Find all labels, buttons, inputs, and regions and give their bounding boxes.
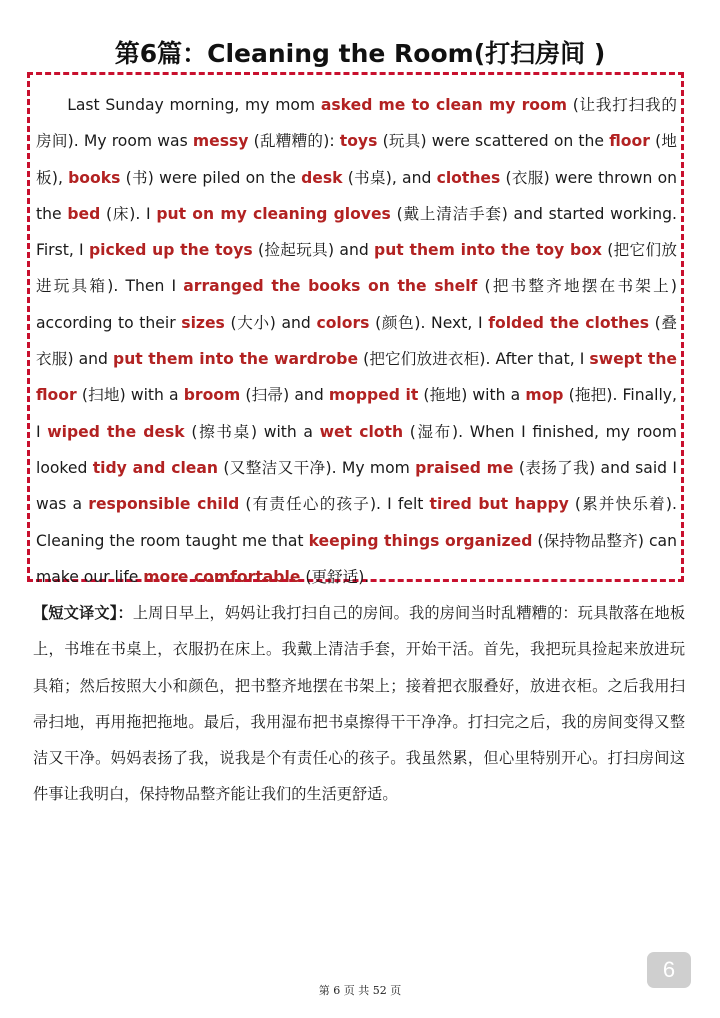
story-text-segment: (又整洁又干净). My mom: [218, 458, 416, 477]
highlighted-phrase: colors: [316, 313, 370, 332]
translation-label: 【短文译文】：: [33, 604, 133, 622]
translation-text: 上周日早上，妈妈让我打扫自己的房间。我的房间当时乱糟糟的：玩具散落在地板上，书堆在书桌上，衣服扔在床上。我戴上清洁手套，开始干活。首先，我把玩具捡起来放进玩具箱；然后按照大小和颜色，把书整齐地摆在书架上；接着把衣服叠好，放进衣柜。之后我用扫帚扫地，再用拖把拖地。最后，我用湿布把书桌擦得干干净净。打扫完之后，我的房间变得又整洁又干净。妈妈表扬了我，说我是个有责任心的孩子。我虽然累，但心里特别开心。打扫房间这件事让我明白，保持物品整齐能让我们的生活更舒适。: [33, 604, 686, 804]
highlighted-phrase: put them into the toy box: [374, 241, 602, 260]
highlighted-phrase: messy: [192, 132, 249, 151]
highlighted-phrase: folded the clothes: [488, 313, 649, 332]
story-text-segment: (拖把). Finally, I: [36, 386, 677, 441]
page-title: 第6篇：Cleaning the Room(打扫房间 ): [114, 39, 606, 68]
story-text-segment: (戴上清洁手套) and started working. First, I: [36, 204, 677, 260]
highlighted-phrase: wiped the desk: [47, 422, 185, 441]
story-paragraph: [36, 87, 677, 595]
highlighted-phrase: tidy and clean: [92, 458, 218, 477]
highlighted-phrase: clothes: [436, 168, 501, 187]
story-text-segment: (书) were piled on the: [120, 168, 302, 187]
story-text-segment: (有责任心的孩子). I felt: [239, 495, 430, 514]
story-text-segment: (把书整齐地摆在书架上) according to their: [36, 277, 677, 332]
story-text-segment: (衣服) were thrown on the: [36, 168, 678, 223]
story-text-segment: (扫帚) and: [240, 386, 329, 405]
story-text-segment: (大小) and: [224, 313, 317, 332]
highlighted-phrase: responsible child: [88, 495, 240, 514]
story-text-segment: (玩具) were scattered on the: [377, 132, 610, 151]
story-text-segment: (地板),: [36, 132, 677, 187]
highlighted-phrase: more comfortable: [143, 567, 301, 586]
story-text-segment: (让我打扫我的房间). My room was: [36, 96, 677, 151]
highlighted-phrase: put on my cleaning gloves: [156, 204, 391, 223]
highlighted-phrase: books: [68, 168, 121, 187]
story-text-segment: (捡起玩具) and: [252, 241, 375, 260]
highlighted-phrase: picked up the toys: [88, 241, 253, 260]
story-text-segment: (更舒适).: [300, 567, 370, 586]
highlighted-phrase: desk: [301, 168, 343, 187]
highlighted-phrase: wet cloth: [319, 422, 404, 441]
story-text-segment: (湿布). When I finished, my room looked: [36, 422, 677, 477]
story-box: [27, 72, 684, 586]
highlighted-phrase: toys: [339, 132, 378, 151]
story-text-segment: (表扬了我) and said I was a: [36, 458, 677, 514]
highlighted-phrase: arranged the books on the shelf: [183, 277, 478, 296]
highlighted-phrase: keeping things organized: [308, 531, 533, 550]
highlighted-phrase: put them into the wardrobe: [113, 350, 359, 369]
story-text-segment: (扫地) with a: [76, 386, 184, 405]
highlighted-phrase: asked me to clean my room: [320, 96, 567, 114]
story-text-segment: (把它们放进衣柜). After that, I: [358, 350, 590, 369]
story-text-segment: (乱糟糟的):: [248, 132, 340, 151]
highlighted-phrase: sizes: [181, 313, 225, 332]
highlighted-phrase: floor: [609, 132, 650, 151]
story-text-segment: (保持物品整齐) can make our life: [36, 531, 677, 586]
page-footer: 第 6 页 共 52 页: [318, 984, 402, 997]
story-text-segment: (叠衣服) and: [36, 313, 677, 369]
translation-paragraph: [33, 595, 685, 813]
highlighted-phrase: bed: [67, 204, 101, 223]
highlighted-phrase: tired but happy: [429, 495, 569, 514]
story-text-segment: (拖地) with a: [418, 386, 526, 405]
story-text-segment: Last Sunday morning, my mom: [67, 96, 321, 114]
story-text-segment: (擦书桌) with a: [184, 422, 320, 441]
highlighted-phrase: swept the floor: [36, 350, 677, 405]
highlighted-phrase: broom: [183, 386, 241, 405]
highlighted-phrase: mop: [525, 386, 564, 405]
story-text-segment: (书桌), and: [342, 168, 437, 187]
highlighted-phrase: praised me: [415, 458, 514, 477]
story-text-segment: (累并快乐着). Cleaning the room taught me that: [36, 495, 677, 550]
story-text-segment: (颜色). Next, I: [369, 313, 489, 332]
story-text-segment: (把它们放进玩具箱). Then I: [36, 241, 677, 296]
highlighted-phrase: mopped it: [328, 386, 419, 405]
story-text-segment: (床). I: [100, 204, 157, 223]
page-number-badge: 6: [647, 952, 691, 988]
